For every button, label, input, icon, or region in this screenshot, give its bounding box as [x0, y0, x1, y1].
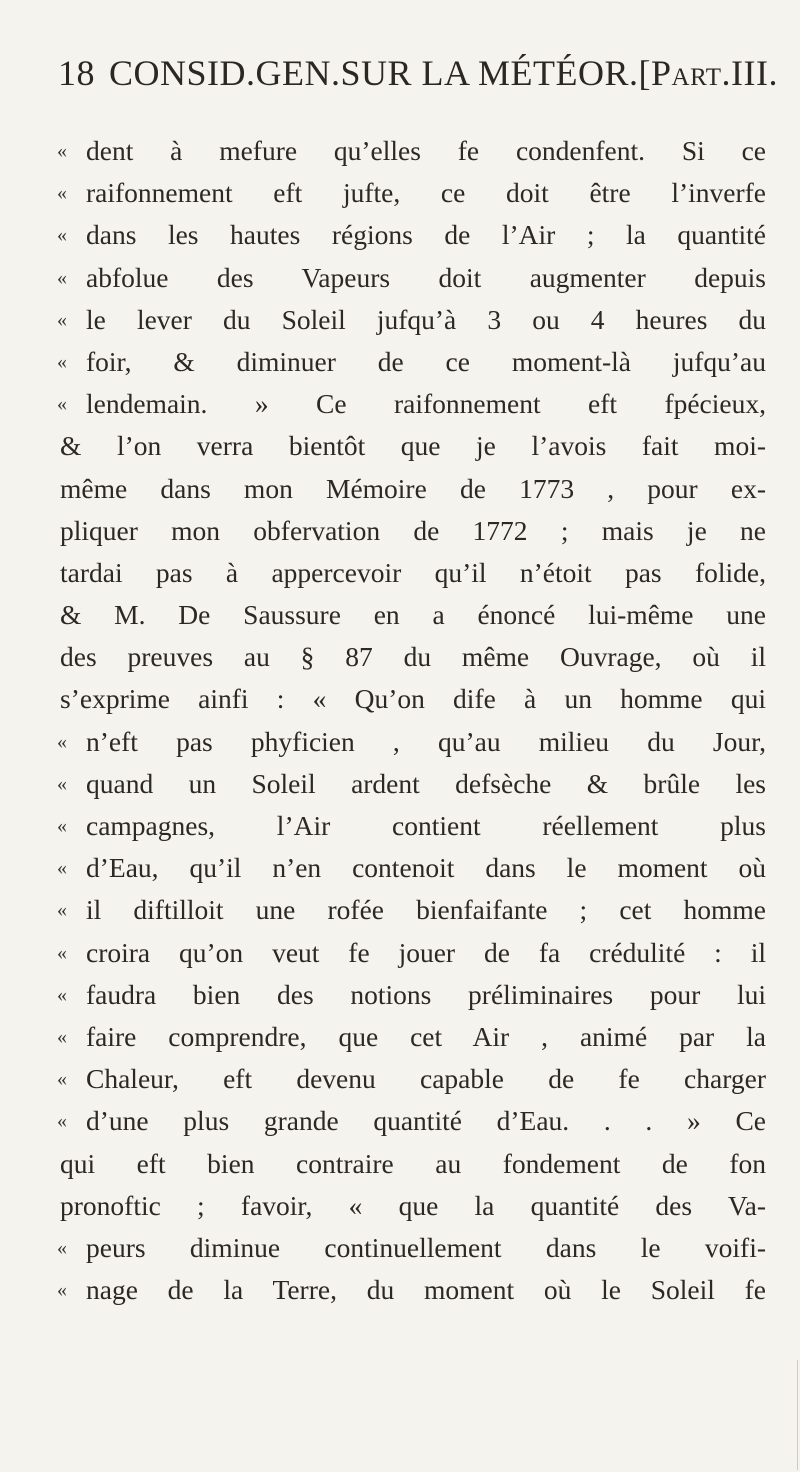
quote-mark: «: [57, 730, 67, 753]
line-text: faudra bien des notions préliminaires pour lui: [86, 978, 766, 1010]
text-line: [57, 1269, 766, 1311]
quote-mark: «: [57, 1236, 67, 1259]
line-text: même dans mon Mémoire de 1773 , pour ex-: [60, 472, 766, 504]
text-line: [57, 1227, 766, 1269]
line-text: le lever du Soleil jufqu’à 3 ou 4 heures du: [86, 303, 766, 335]
text-line: [60, 425, 765, 467]
line-text: nage de la Terre, du moment où le Soleil fe: [86, 1274, 766, 1306]
quote-mark: «: [57, 899, 67, 922]
line-text: quand un Soleil ardent defsèche & brûle les: [86, 767, 766, 799]
line-text: abfolue des Vapeurs doit augmenter depuis: [86, 261, 766, 293]
text-line: [57, 847, 766, 889]
text-line: [57, 214, 766, 256]
text-line: [57, 341, 766, 383]
text-line: [57, 763, 766, 805]
text-line: [57, 721, 766, 763]
line-text: d’Eau, qu’il n’en contenoit dans le moment où: [86, 852, 766, 884]
running-header: [58, 52, 798, 94]
text-line: [60, 510, 765, 552]
text-line: [57, 1100, 766, 1142]
text-line: [60, 678, 765, 720]
quote-mark: «: [57, 815, 67, 837]
line-text: & M. De Saussure en a énoncé lui-même une: [60, 599, 766, 631]
line-text: & l’on verra bientôt que je l’avois fait moi-: [60, 430, 766, 462]
page-number: 18: [58, 53, 95, 93]
quote-mark: «: [57, 350, 67, 373]
text-line: [57, 172, 766, 214]
text-line: [60, 594, 765, 636]
line-text: Chaleur, eft devenu capable de fe charger: [86, 1063, 766, 1095]
line-text: faire comprendre, que cet Air , animé par la: [86, 1020, 766, 1052]
text-line: [57, 889, 766, 931]
text-line: [57, 932, 766, 974]
text-line: [57, 383, 766, 425]
line-text: dent à mefure qu’elles fe condenfent. Si ce: [86, 135, 766, 166]
line-text: d’une plus grande quantité d’Eau. . . » Ce: [86, 1105, 766, 1137]
line-text: n’eft pas phyficien , qu’au milieu du Jour,: [86, 725, 766, 757]
line-text: lendemain. » Ce raifonnement eft fpécieux,: [86, 388, 766, 420]
quote-mark: «: [57, 941, 67, 964]
text-line: [57, 805, 766, 847]
text-line: [57, 299, 766, 341]
text-line: [57, 257, 766, 299]
quote-mark: «: [57, 857, 67, 880]
line-text: il diftilloit une rofée bienfaifante ; cet homme: [86, 894, 766, 926]
running-title: CONSID.GEN.SUR LA MÉTÉOR.[Part.III.: [109, 53, 778, 93]
quote-mark: «: [57, 1068, 67, 1091]
line-text: des preuves au § 87 du même Ouvrage, où il: [60, 641, 766, 673]
text-line: [57, 1016, 766, 1058]
body-text: [57, 130, 766, 1311]
quote-mark: «: [57, 182, 67, 205]
text-line: [60, 1143, 765, 1185]
line-text: foir, & diminuer de ce moment-là jufqu’au: [86, 345, 766, 377]
text-line: [60, 1185, 765, 1227]
quote-mark: «: [57, 308, 67, 331]
line-text: qui eft bien contraire au fondement de fon: [60, 1147, 766, 1179]
quote-mark: «: [57, 983, 67, 1006]
text-line: [60, 468, 765, 510]
text-line: [57, 974, 766, 1016]
text-line: [60, 636, 765, 678]
text-line: [57, 1058, 766, 1100]
line-text: dans les hautes régions de l’Air ; la quantité: [86, 219, 766, 251]
quote-mark: «: [57, 772, 67, 795]
text-line: [57, 130, 766, 172]
quote-mark: «: [57, 266, 67, 289]
quote-mark: «: [57, 1279, 67, 1302]
line-text: s’exprime ainfi : « Qu’on dife à un homme qui: [60, 683, 766, 715]
line-text: raifonnement eft jufte, ce doit être l’inverfe: [86, 177, 766, 209]
line-text: peurs diminue continuellement dans le voifi-: [86, 1231, 766, 1263]
text-line: [60, 552, 765, 594]
quote-mark: «: [57, 224, 67, 247]
quote-mark: «: [57, 393, 67, 416]
line-text: pronoftic ; favoir, « que la quantité des Va-: [60, 1189, 766, 1221]
line-text: croira qu’on veut fe jouer de fa crédulité : il: [86, 936, 766, 968]
quote-mark: «: [57, 1025, 67, 1048]
page-edge-rule: [797, 1360, 798, 1470]
quote-mark: «: [57, 140, 67, 162]
line-text: tardai pas à appercevoir qu’il n’étoit pas folide,: [60, 556, 766, 588]
quote-mark: «: [57, 1110, 67, 1133]
line-text: campagnes, l’Air contient réellement plus: [86, 810, 766, 841]
line-text: pliquer mon obfervation de 1772 ; mais je ne: [60, 514, 766, 546]
